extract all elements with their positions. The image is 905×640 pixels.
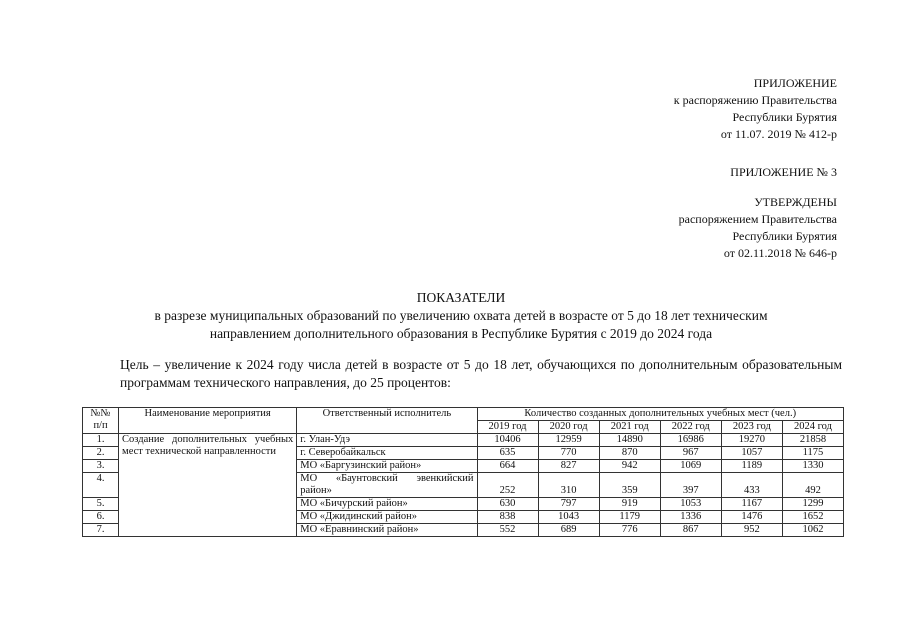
row-number: 2. — [83, 447, 119, 460]
table-row — [83, 434, 844, 447]
header-year: 2022 год — [660, 421, 721, 434]
approved-line-3: от 02.11.2018 № 646-р — [723, 246, 837, 260]
row-number: 5. — [83, 498, 119, 511]
goal-text: Цель – увеличение к 2024 году числа детей в возрасте от 5 до 18 лет, обучающихся по дополнительным образовательным программам технического направления, до 25 процентов: — [120, 357, 842, 390]
value-cell: 867 — [660, 524, 721, 537]
value-cell: 827 — [538, 460, 599, 473]
header-measure: Наименование мероприятия — [119, 408, 297, 434]
value-cell: 838 — [477, 511, 538, 524]
value-cell: 492 — [782, 473, 843, 498]
document-title: ПОКАЗАТЕЛИ — [416, 290, 506, 305]
appendix-line-1: к распоряжению Правительства — [673, 93, 837, 107]
value-cell: 942 — [599, 460, 660, 473]
value-cell: 1476 — [721, 511, 782, 524]
value-cell: 359 — [599, 473, 660, 498]
value-cell: 433 — [721, 473, 782, 498]
row-number: 4. — [83, 473, 119, 498]
value-cell: 10406 — [477, 434, 538, 447]
row-number: 3. — [83, 460, 119, 473]
value-cell: 397 — [660, 473, 721, 498]
value-cell: 1043 — [538, 511, 599, 524]
header-year: 2021 год — [599, 421, 660, 434]
value-cell: 797 — [538, 498, 599, 511]
value-cell: 1652 — [782, 511, 843, 524]
row-executor: МО «Баунтовский эвенкийский район» — [297, 473, 477, 498]
row-executor: МО «Джидинский район» — [297, 511, 477, 524]
approved-title: УТВЕРЖДЕНЫ — [754, 195, 837, 209]
appendix-3-title: ПРИЛОЖЕНИЕ № 3 — [730, 165, 837, 179]
value-cell: 689 — [538, 524, 599, 537]
header-count: Количество созданных дополнительных учебных мест (чел.) — [477, 408, 844, 421]
value-cell: 1330 — [782, 460, 843, 473]
appendix-title: ПРИЛОЖЕНИЕ — [753, 76, 837, 90]
value-cell: 252 — [477, 473, 538, 498]
value-cell: 1179 — [599, 511, 660, 524]
header-year: 2019 год — [477, 421, 538, 434]
row-executor: МО «Баргузинский район» — [297, 460, 477, 473]
appendix-line-2: Республики Бурятия — [732, 110, 837, 124]
header-year: 2020 год — [538, 421, 599, 434]
appendix-line-3: от 11.07. 2019 № 412-р — [720, 127, 837, 141]
goal-paragraph — [82, 356, 842, 392]
value-cell: 919 — [599, 498, 660, 511]
row-number: 6. — [83, 511, 119, 524]
header-number: №№ п/п — [83, 408, 119, 434]
value-cell: 630 — [477, 498, 538, 511]
header-year: 2024 год — [782, 421, 843, 434]
value-cell: 14890 — [599, 434, 660, 447]
document-heading — [80, 289, 842, 343]
row-number: 7. — [83, 524, 119, 537]
value-cell: 1167 — [721, 498, 782, 511]
value-cell: 1336 — [660, 511, 721, 524]
document-subtitle-line-2: направлением дополнительного образования в Республике Бурятия с 2019 до 2024 года — [209, 326, 713, 341]
value-cell: 952 — [721, 524, 782, 537]
value-cell: 770 — [538, 447, 599, 460]
value-cell: 870 — [599, 447, 660, 460]
value-cell: 967 — [660, 447, 721, 460]
row-number: 1. — [83, 434, 119, 447]
appendix-3-header — [730, 164, 837, 181]
value-cell: 635 — [477, 447, 538, 460]
row-executor: г. Улан-Удэ — [297, 434, 477, 447]
value-cell: 12959 — [538, 434, 599, 447]
indicators-table — [82, 407, 844, 537]
appendix-header — [674, 75, 837, 143]
header-year: 2023 год — [721, 421, 782, 434]
value-cell: 776 — [599, 524, 660, 537]
value-cell: 1053 — [660, 498, 721, 511]
value-cell: 1175 — [782, 447, 843, 460]
approved-header — [679, 194, 837, 262]
measure-name: Создание дополнительных учебных мест технической направленности — [119, 434, 297, 537]
value-cell: 1069 — [660, 460, 721, 473]
row-executor: МО «Еравнинский район» — [297, 524, 477, 537]
row-executor: МО «Бичурский район» — [297, 498, 477, 511]
value-cell: 21858 — [782, 434, 843, 447]
value-cell: 16986 — [660, 434, 721, 447]
value-cell: 664 — [477, 460, 538, 473]
row-executor: г. Северобайкальск — [297, 447, 477, 460]
value-cell: 1057 — [721, 447, 782, 460]
value-cell: 1062 — [782, 524, 843, 537]
approved-line-2: Республики Бурятия — [732, 229, 837, 243]
header-executor: Ответственный исполнитель — [297, 408, 477, 434]
value-cell: 1299 — [782, 498, 843, 511]
value-cell: 1189 — [721, 460, 782, 473]
approved-line-1: распоряжением Правительства — [678, 212, 837, 226]
value-cell: 310 — [538, 473, 599, 498]
value-cell: 552 — [477, 524, 538, 537]
table-header-row — [83, 408, 844, 421]
document-subtitle-line-1: в разрезе муниципальных образований по увеличению охвата детей в возрасте от 5 до 18 лет техническим — [154, 308, 768, 323]
value-cell: 19270 — [721, 434, 782, 447]
